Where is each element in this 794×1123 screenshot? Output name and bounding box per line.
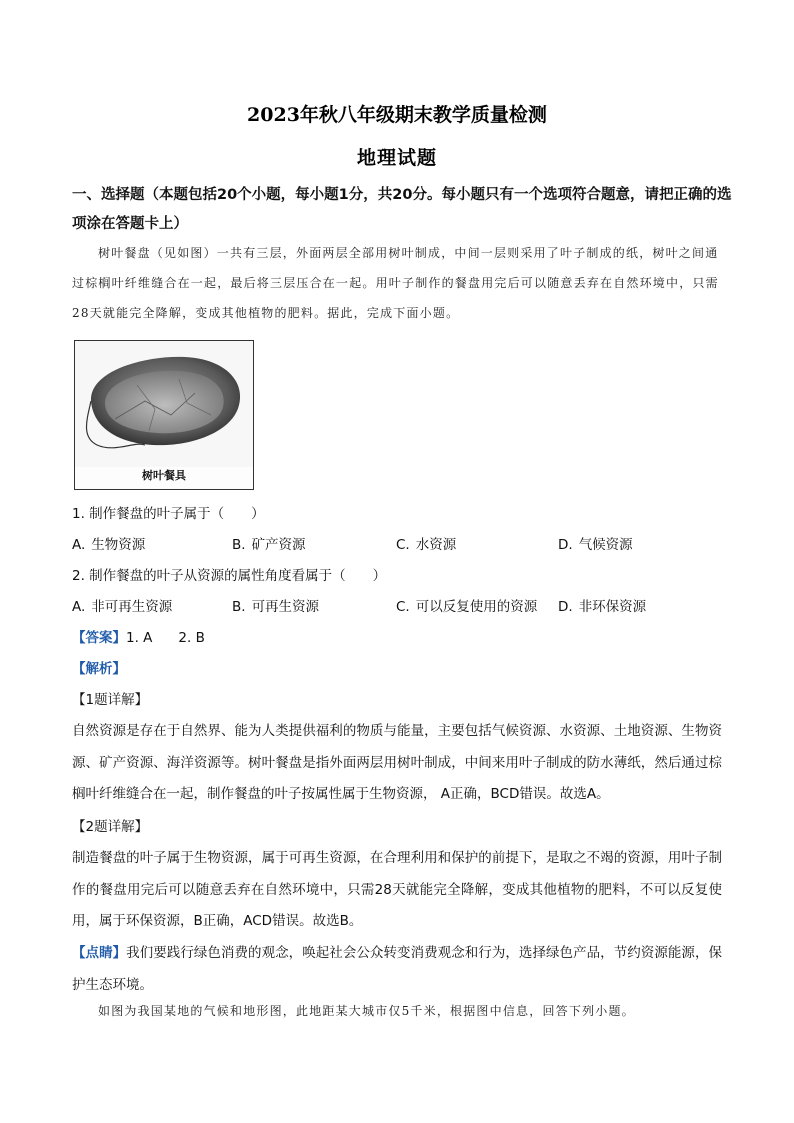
tip-paragraph: [72, 938, 722, 1001]
option-key: D.: [558, 537, 573, 553]
option-text: 可以反复使用的资源: [415, 599, 538, 615]
answer-line: [72, 626, 732, 650]
material-1-text: 树叶餐盘（见如图）一共有三层，外面两层全部用树叶制成，中间一层则采用了叶子制成的纸，树叶之间通过棕榈叶纤维缝合在一起，最后将三层压合在一起。用叶子制作的餐盘用完后可以随意丢弃在自然环境中，只需28天就能完全降解，变成其他植物的肥料。据此，完成下面小题。: [72, 246, 719, 320]
detail-1-text: 自然资源是存在于自然界、能为人类提供福利的物质与能量，主要包括气候资源、水资源、土地资源、生物资源、矿产资源、海洋资源等。树叶餐盘是指外面两层用树叶制成，中间来用叶子制成的防水薄纸，然后通过棕榈叶纤维缝合在一起，制作餐盘的叶子按属性属于生物资源， A正确，BCD错误。故选A。: [72, 723, 722, 802]
answer-label: 【答案】: [72, 630, 126, 646]
analysis-label: 【解析】: [72, 661, 126, 677]
q1-option-d[interactable]: [558, 533, 633, 557]
option-text: 矿产资源: [251, 537, 306, 553]
option-text: 可再生资源: [251, 599, 320, 615]
answer-2: 2. B: [178, 630, 205, 646]
answer-1: 1. A: [126, 630, 153, 646]
q1-option-c[interactable]: [396, 533, 456, 557]
detail-1-heading: 【1题详解】: [72, 692, 149, 708]
detail-2-body: 制造餐盘的叶子属于生物资源，属于可再生资源，在合理利用和保护的前提下，是取之不竭的资源，用叶子制作的餐盘用完后可以随意丢弃在自然环境中，只需28天就能完全降解，变成其他植物的肥料，不可以反复使用，属于环保资源，B正确，ACD错误。故选B。: [72, 850, 722, 929]
option-key: D.: [558, 599, 573, 615]
analysis-line: [72, 657, 732, 681]
subject-title: 地理试题: [356, 147, 437, 169]
q1-option-a[interactable]: [72, 533, 145, 557]
option-text: 非可再生资源: [91, 599, 173, 615]
question-1-stem: 1. 制作餐盘的叶子属于（ ）: [72, 506, 265, 522]
tip-label: 【点睛】: [72, 945, 127, 961]
question-1-options: [72, 533, 732, 557]
option-text: 非环保资源: [578, 599, 647, 615]
detail-2-text: [72, 843, 722, 938]
option-key: B.: [232, 537, 246, 553]
material-paragraph-2: [72, 996, 722, 1026]
option-key: C.: [396, 537, 410, 553]
q2-option-c[interactable]: [396, 595, 537, 619]
question-2-stem: 2. 制作餐盘的叶子从资源的属性角度看属于（ ）: [72, 568, 387, 584]
option-text: 气候资源: [578, 537, 633, 553]
option-key: A.: [72, 537, 86, 553]
q1-option-b[interactable]: [232, 533, 306, 557]
section-heading: 一、选择题（本题包括20个小题，每小题1分，共20分。每小题只有一个选项符合题意，请把正确的选项涂在答题卡上）: [72, 187, 732, 232]
detail-2-heading: 【2题详解】: [72, 819, 149, 835]
exam-title: 2023年秋八年级期末教学质量检测: [247, 104, 547, 126]
question-2-options: [72, 595, 732, 619]
option-text: 生物资源: [91, 537, 146, 553]
option-key: C.: [396, 599, 410, 615]
leaf-plate-figure: [74, 340, 254, 490]
leaf-plate-image: [75, 341, 253, 467]
material-2-text: 如图为我国某地的气候和地形图，此地距某大城市仅5千米，根据图中信息，回答下列小题。: [98, 1004, 635, 1018]
q2-option-d[interactable]: [558, 595, 646, 619]
figure-caption: 树叶餐具: [142, 469, 186, 482]
option-key: A.: [72, 599, 86, 615]
option-key: B.: [232, 599, 246, 615]
q2-option-b[interactable]: [232, 595, 319, 619]
material-paragraph-1: [72, 238, 722, 328]
tip-text: 我们要践行绿色消费的观念，唤起社会公众转变消费观念和行为，选择绿色产品，节约资源能源，保护生态环境。: [72, 945, 723, 993]
option-text: 水资源: [415, 537, 457, 553]
q2-option-a[interactable]: [72, 595, 172, 619]
